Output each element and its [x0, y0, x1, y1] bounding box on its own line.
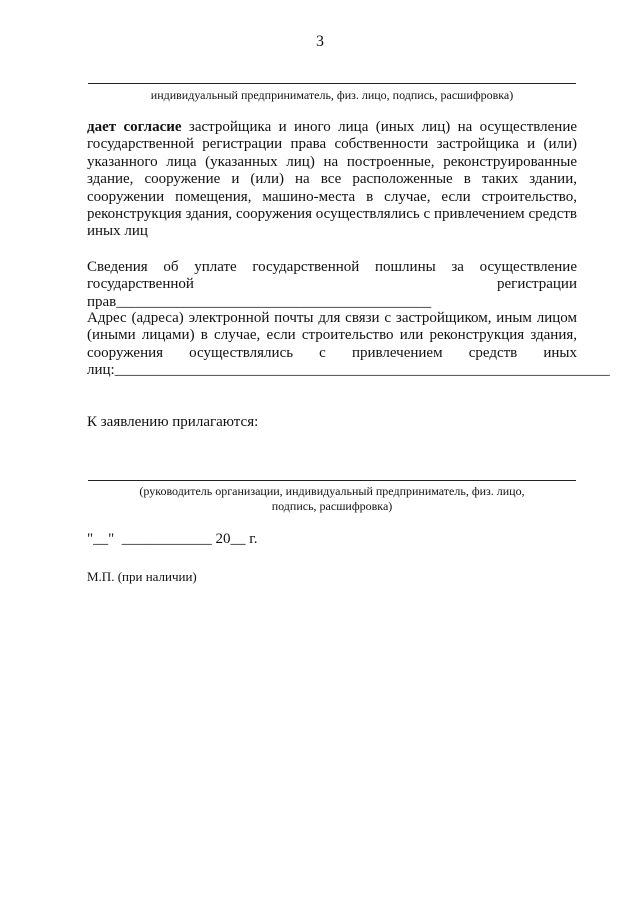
- page-number: 3: [316, 33, 324, 50]
- top-signature-line: [88, 83, 576, 84]
- bottom-signature-caption: [88, 484, 576, 514]
- email-text: Адрес (адреса) электронной почты для связи с застройщиком, иным лицом (иными лицами) в случае, если строительство или реконструкция здания, сооружения осуществлялись с привлечением средств иных лиц:: [87, 310, 577, 379]
- consent-text: застройщика и иного лица (иных лиц) на осуществление государственной регистрации права собственности застройщика и (или) указанного лица (указанных лиц) на построенные, реконструированные здание, сооружение и (или) на все расположенные в таких здании, сооружении помещения, машино-места в случае, если строительство, реконструкция здания, сооружения осуществлялись с привлечением средств иных лиц: [87, 119, 578, 240]
- stamp-label: М.П. (при наличии): [87, 569, 197, 584]
- attachments-label: К заявлению прилагаются:: [87, 414, 259, 430]
- top-signature-caption: индивидуальный предприниматель, физ. лицо, подпись, расшифровка): [150, 88, 514, 102]
- bottom-caption-line2: подпись, расшифровка): [271, 499, 393, 513]
- fee-paragraph: [87, 259, 577, 311]
- bottom-signature-line: [88, 480, 576, 481]
- consent-paragraph: [87, 119, 577, 241]
- fee-blank: __________________________________________: [116, 293, 432, 310]
- fee-text: Сведения об уплате государственной пошлины за осуществление государственной регистрации прав: [87, 259, 577, 310]
- email-blank: __________________________________________________________________: [114, 362, 610, 379]
- bottom-caption-line1: (руководитель организации, индивидуальный предприниматель, физ. лицо,: [139, 484, 525, 498]
- email-paragraph: [87, 310, 610, 380]
- date-line: "__" ____________ 20__ г.: [87, 531, 258, 547]
- consent-lead: дает согласие: [87, 119, 182, 135]
